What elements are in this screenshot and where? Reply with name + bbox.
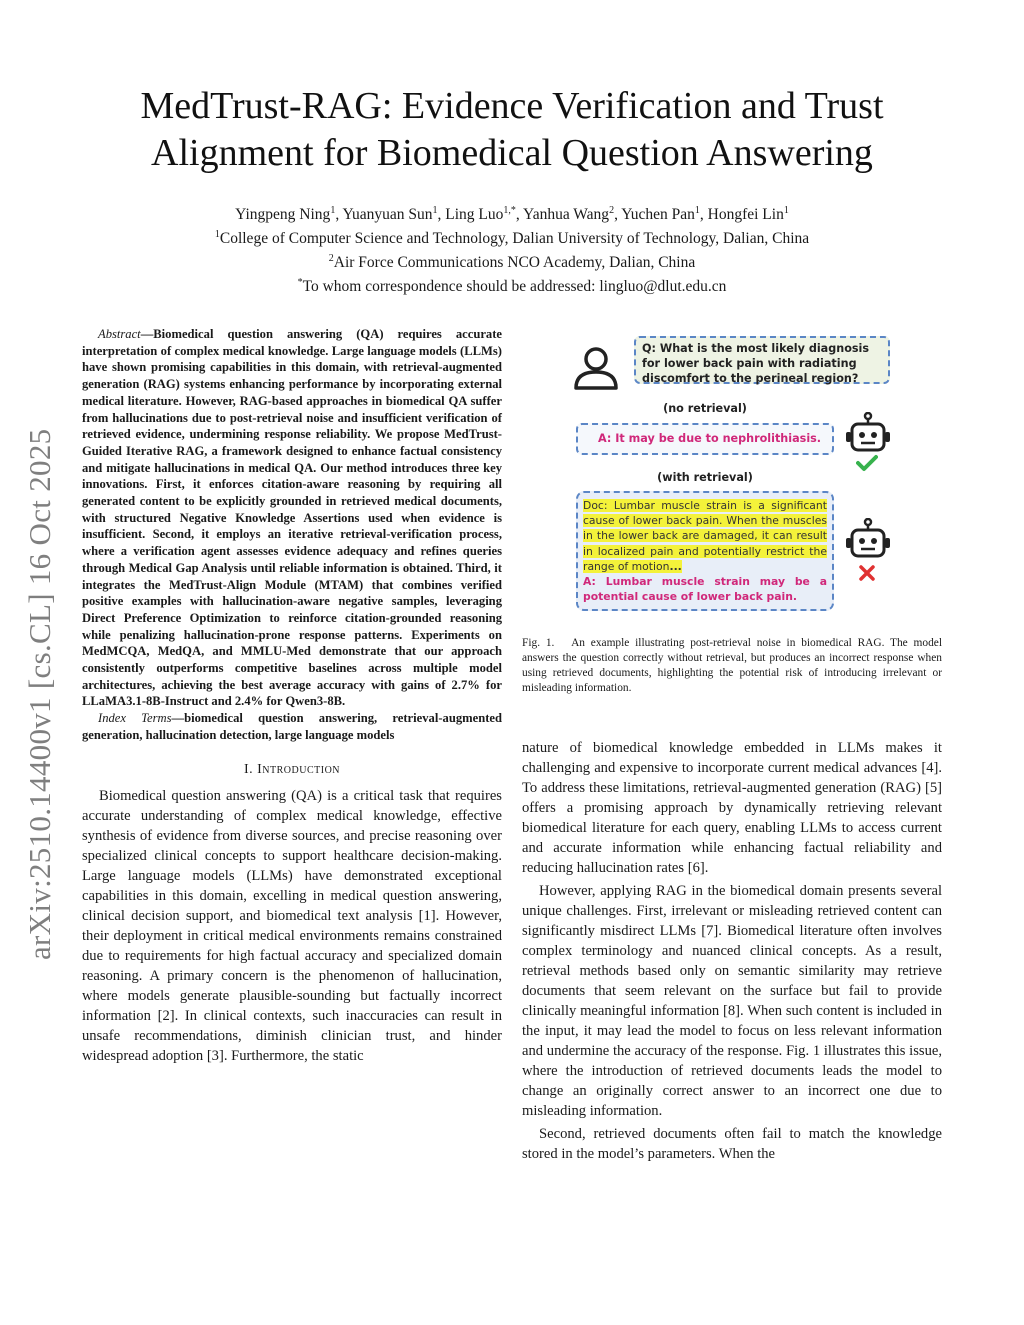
abstract-text: Biomedical question answering (QA) requires accurate interpretation of complex medical knowledge. Large language models (LLMs) have shown promising capabilities in this domain, with retrieval-augmented generation (RAG) systems enhancing performance by incorporating external medical literature. However, RAG-based approaches in biomedical QA suffer from hallucinations due to post-retrieval noise and insufficient verification of retrieved evidence, undermining response reliability. We propose MedTrust-Guided Iterative RAG, a framework designed to enhance factual consistency and mitigate hallucinations in medical QA. Our method introduces three key innovations. First, it enforces citation-aware reasoning by requiring all generated content to be explicitly grounded in retrieved medical documents, with structured Negative Knowledge Assertions used when evidence is insufficient. Second, it employs an iterative retrieval-verification process, where a verification agent assesses evidence adequacy and refines queries through Medical Gap Analysis until reliable information is obtained. Third, it integrates the MedTrust-Align Module (MTAM) that combines verified positive examples with hallucination-aware negative samples, leveraging Direct Preference Optimization to reinforce citation-grounded reasoning while penalizing hallucination-prone response patterns. Experiments on MedMCQA, MedQA, and MMLU-Med demonstrate that our approach consistently outperforms competitive baselines across multiple model architectures, achieving the best average accuracy with gains of 2.7% for LLaMA3.1-8B-Instruct and 2.4% for Qwen3-8B. — [82, 327, 502, 709]
paragraph: nature of biomedical knowledge embedded in LLMs makes it challenging and expensive to incorporate current medical advances [4]. To address these limitations, retrieval-augmented generation (RAG) [5] offers a promising approach by dynamically retrieving relevant biomedical literature for each query, enabling LLMs to access current and accurate information while enhancing factual reliability and reducing hallucination rates [6]. — [522, 740, 942, 876]
check-icon — [856, 454, 878, 472]
author: Hongfei Lin — [707, 206, 784, 224]
robot-icon — [844, 518, 892, 562]
paper-title — [60, 83, 964, 177]
section-heading: I. Introduction — [243, 761, 341, 777]
with-retrieval-label: (with retrieval) — [657, 471, 753, 484]
paragraph: Biomedical question answering (QA) is a critical task that requires accurate understanding of complex medical knowledge, effective synthesis of evidence from diverse sources, and precise reasoning over specialized clinical concepts to support healthcare decision-making. Large language models (LLMs) have demonstrated exceptional capabilities in this domain, excelling in medical question answering, clinical decision support, and biomedical text analysis [1]. However, their deployment in critical medical environments remains constrained due to requirements for high factual accuracy and specialized domain reasoning. A primary concern is the phenomenon of hallucination, where models generate plausible-sounding but factually incorrect information [2]. In clinical contexts, such inaccuracies can result in unsafe recommendations, diminish clinician trust, and hinder widespread adoption [3]. Furthermore, the static — [82, 787, 502, 1064]
retrieved-doc-box: Doc: Lumbar muscle strain is a significant cause of lower back pain. When the muscles in the lower back are damaged, it can result in localized pain and potentially restrict the range of motion... A: Lumbar muscle strain may be a potential cause of lower back pain. — [576, 491, 834, 611]
user-icon — [572, 346, 620, 390]
cross-icon — [858, 564, 876, 582]
affiliation-1: $^1$College of Computer Science and Technology, Dalian University of Technology, Dalian, China — [214, 229, 810, 248]
caption-label: Fig. 1. — [522, 637, 555, 649]
author: Ling Luo — [445, 206, 504, 224]
author: Yuchen Pan — [621, 206, 695, 224]
figure-1 — [570, 330, 900, 615]
author: Yanhua Wang — [523, 206, 610, 224]
index-terms-lead: Index Terms — [98, 711, 172, 726]
title-line-2: Alignment for Biomedical Question Answering — [151, 132, 873, 174]
intro-body-left — [82, 786, 502, 1066]
author: Yingpeng Ning — [235, 206, 331, 224]
author-list: Yingpeng Ning$^1$, Yuanyuan Sun$^1$, Ling Luo$^{1,*}$, Yanhua Wang$^2$, Yuchen Pan$^1$, Hongfei Lin$^1$ — [235, 205, 789, 224]
paragraph: Second, retrieved documents often fail to match the knowledge stored in the model’s parameters. When the — [522, 1126, 942, 1162]
abstract-lead: Abstract — [98, 327, 141, 341]
title-line-1: MedTrust-RAG: Evidence Verification and Trust — [140, 85, 884, 127]
affiliation-2: $^2$Air Force Communications NCO Academy, Dalian, China — [328, 253, 696, 272]
caption-text: An example illustrating post-retrieval noise in biomedical RAG. The model answers the question correctly without retrieval, but produces an incorrect response when using retrieved documents, highlighting the potential risk of introducing irrelevant or misleading information. — [522, 637, 942, 694]
author-block — [60, 201, 964, 298]
arxiv-side-label: arXiv:2510.14400v1 [cs.CL] 16 Oct 2025 — [22, 428, 57, 960]
left-column — [82, 326, 502, 1069]
intro-body-right — [522, 738, 942, 1167]
correspondence: *To whom correspondence should be addressed: lingluo@dlut.edu.cn — [297, 277, 727, 296]
answer-no-retrieval: A: It may be due to nephrolithiasis. — [576, 423, 834, 455]
author: Yuanyuan Sun — [342, 206, 433, 224]
paragraph: However, applying RAG in the biomedical domain presents several unique challenges. First, irrelevant or misleading retrieved content can significantly misdirect LLMs [7]. Biomedical literature often involves complex terminology and nuanced clinical concepts. As a result, retrieval methods based only on semantic similarity may retrieve documents that seem relevant on the surface but fail to provide clinically meaningful information [8]. When such content is included in the input, it may lead the model to focus on less relevant information and undermine the accuracy of the response. Fig. 1 illustrates this issue, where the introduction of retrieved documents leads the model to change an originally correct answer to an incorrect one due to misleading information. — [522, 883, 942, 1119]
robot-icon — [844, 412, 892, 456]
no-retrieval-label: (no retrieval) — [663, 402, 747, 415]
abstract: Abstract—Biomedical question answering (QA) requires accurate interpretation of complex medical knowledge. Large language models (LLMs) have shown promising capabilities in this domain, with retrieval-augmented generation (RAG) systems enhancing performance by incorporating external medical literature. However, RAG-based approaches in biomedical QA suffer from hallucinations due to post-retrieval noise and insufficient verification of retrieved evidence, undermining response reliability. We propose MedTrust-Guided Iterative RAG, a framework designed to enhance factual consistency and mitigate hallucinations in medical QA. Our method introduces three key innovations. First, it enforces citation-aware reasoning by requiring all generated content to be explicitly grounded in retrieved medical documents, with structured Negative Knowledge Assertions used when evidence is insufficient. Second, it employs an iterative retrieval-verification process, where a verification agent assesses evidence adequacy and refines queries through Medical Gap Analysis until reliable information is obtained. Third, it integrates the MedTrust-Align Module (MTAM) that combines verified positive examples with hallucination-aware negative samples, leveraging Direct Preference Optimization to reinforce citation-grounded reasoning while penalizing hallucination-prone response patterns. Experiments on MedMCQA, MedQA, and MMLU-Med demonstrate that our approach consistently outperforms competitive baselines across multiple model architectures, achieving the best average accuracy with gains of 2.7% for LLaMA3.1-8B-Instruct and 2.4% for Qwen3-8B. Index Terms—biomedical question answering, retrieval-augmented generation, hallucination detection, large language models — [82, 327, 502, 742]
answer-with-retrieval: A: Lumbar muscle strain may be a potential cause of lower back pain. — [583, 575, 827, 604]
question-box: Q: What is the most likely diagnosis for lower back pain with radiating discomfort to the perineal region? — [634, 336, 890, 384]
retrieved-doc-text: Doc: Lumbar muscle strain is a significant cause of lower back pain. When the muscles in the lower back are damaged, it can result in localized pain and potentially restrict the range of motion — [583, 499, 827, 573]
figure-caption — [522, 636, 942, 696]
index-terms-text: biomedical question answering, retrieval-augmented generation, hallucination detection, large language models — [82, 711, 502, 742]
